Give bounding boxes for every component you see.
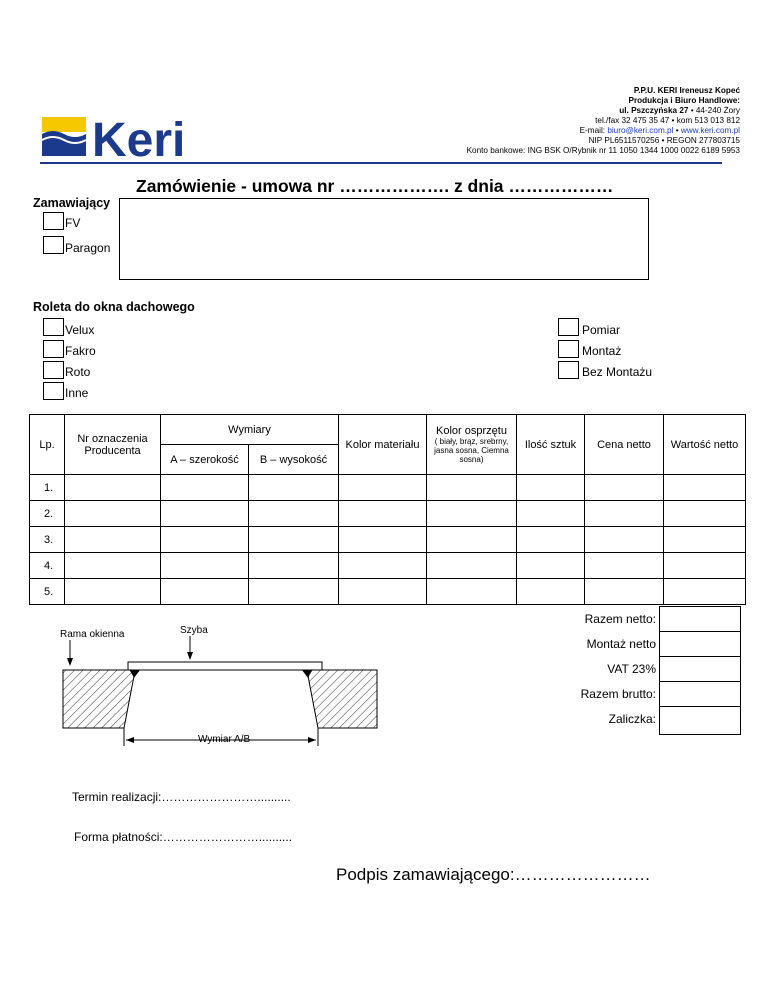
table-cell[interactable]	[585, 553, 664, 579]
row-number: 2.	[30, 501, 65, 527]
company-address	[467, 106, 740, 116]
table-cell[interactable]	[65, 553, 161, 579]
table-cell[interactable]	[427, 475, 517, 501]
table-cell[interactable]	[65, 475, 161, 501]
table-cell[interactable]	[517, 501, 585, 527]
velux-label: Velux	[65, 323, 95, 337]
header-kolor-materialu: Kolor materiału	[339, 415, 427, 475]
table-cell[interactable]	[427, 501, 517, 527]
header-wartosc: Wartość netto	[664, 415, 746, 475]
table-cell[interactable]	[161, 527, 249, 553]
table-cell[interactable]	[249, 527, 339, 553]
header-ilosc: Ilość sztuk	[517, 415, 585, 475]
header-nr: Nr oznaczenia Producenta	[65, 415, 161, 475]
table-cell[interactable]	[161, 501, 249, 527]
window-frame-left	[63, 670, 134, 728]
orderer-details-box[interactable]	[119, 198, 649, 280]
table-cell[interactable]	[517, 527, 585, 553]
page-title: Zamówienie - umowa nr ………………. z dnia ………………	[136, 176, 614, 196]
roller-label: Roleta do okna dachowego	[33, 300, 195, 314]
table-cell[interactable]	[585, 501, 664, 527]
table-cell[interactable]	[249, 579, 339, 605]
keri-logo	[42, 114, 200, 160]
table-cell[interactable]	[664, 553, 746, 579]
table-cell[interactable]	[161, 475, 249, 501]
table-cell[interactable]	[65, 527, 161, 553]
header-kolor-osprzetu-title: Kolor osprzętu	[436, 425, 507, 437]
zaliczka-field[interactable]	[659, 706, 741, 735]
razem-netto-field[interactable]	[659, 606, 741, 632]
company-phone: tel./fax 32 475 35 47 • kom 513 013 812	[595, 116, 740, 125]
header-kolor-osprzetu	[427, 415, 517, 475]
company-name: P.P.U. KERI Ireneusz Kopeć	[633, 86, 740, 95]
vat-label: VAT 23%	[607, 662, 656, 676]
header-a: A – szerokość	[161, 445, 249, 475]
bez-montazu-checkbox[interactable]	[558, 361, 579, 379]
vat-field[interactable]	[659, 656, 741, 682]
inne-label: Inne	[65, 386, 89, 400]
table-cell[interactable]	[585, 475, 664, 501]
table-cell[interactable]	[427, 553, 517, 579]
table-cell[interactable]	[339, 527, 427, 553]
table-cell[interactable]	[65, 579, 161, 605]
order-table	[29, 414, 746, 605]
pomiar-checkbox[interactable]	[558, 318, 579, 336]
table-row	[30, 501, 746, 527]
signature-field[interactable]: Podpis zamawiającego:……………………	[336, 865, 651, 884]
table-cell[interactable]	[339, 475, 427, 501]
table-cell[interactable]	[585, 527, 664, 553]
contact-sep: •	[673, 126, 681, 135]
company-info	[467, 86, 740, 156]
table-cell[interactable]	[339, 553, 427, 579]
company-city: • 44-240 Żory	[688, 106, 740, 115]
forma-platnosci-field[interactable]: Forma płatności:……………………..........	[74, 830, 293, 844]
company-nip: NIP PL6511570256 • REGON 277803715	[588, 136, 740, 145]
company-office: Produkcja i Biuro Handlowe:	[628, 96, 740, 105]
roto-checkbox[interactable]	[43, 361, 64, 379]
table-cell[interactable]	[664, 475, 746, 501]
table-cell[interactable]	[427, 579, 517, 605]
paragon-checkbox[interactable]	[43, 236, 64, 254]
table-cell[interactable]	[339, 501, 427, 527]
header-lp: Lp.	[30, 415, 65, 475]
fakro-checkbox[interactable]	[43, 340, 64, 358]
razem-brutto-field[interactable]	[659, 681, 741, 707]
email-label: E-mail:	[579, 126, 608, 135]
window-cross-section-diagram	[50, 618, 390, 750]
header-wymiary: Wymiary	[161, 415, 339, 445]
bez-montazu-label: Bez Montażu	[582, 365, 653, 379]
table-cell[interactable]	[65, 501, 161, 527]
table-cell[interactable]	[249, 475, 339, 501]
table-row	[30, 579, 746, 605]
email-link[interactable]: biuro@keri.com.pl	[607, 126, 674, 135]
row-number: 1.	[30, 475, 65, 501]
roto-label: Roto	[65, 365, 91, 379]
table-row	[30, 475, 746, 501]
montaz-netto-label: Montaż netto	[586, 637, 656, 651]
table-cell[interactable]	[339, 579, 427, 605]
table-cell[interactable]	[427, 527, 517, 553]
table-cell[interactable]	[161, 579, 249, 605]
razem-netto-label: Razem netto:	[584, 612, 656, 626]
pomiar-label: Pomiar	[582, 323, 621, 337]
velux-checkbox[interactable]	[43, 318, 64, 336]
fakro-label: Fakro	[65, 344, 96, 358]
row-number: 4.	[30, 553, 65, 579]
logo-text: Keri	[92, 114, 186, 160]
termin-realizacji-field[interactable]: Termin realizacji:……………………..........	[72, 790, 291, 804]
razem-brutto-label: Razem brutto:	[580, 687, 656, 701]
table-cell[interactable]	[517, 475, 585, 501]
paragon-label: Paragon	[65, 241, 111, 255]
header-divider	[40, 162, 722, 164]
table-cell[interactable]	[585, 579, 664, 605]
glass-label: Szyba	[180, 625, 208, 636]
frame-label: Rama okienna	[60, 629, 125, 640]
fv-checkbox[interactable]	[43, 212, 64, 230]
table-row	[30, 553, 746, 579]
dimension-label: Wymiar A/B	[198, 734, 251, 745]
montaz-label: Montaż	[582, 344, 622, 358]
row-number: 5.	[30, 579, 65, 605]
table-cell[interactable]	[161, 553, 249, 579]
table-cell[interactable]	[664, 527, 746, 553]
fv-label: FV	[65, 216, 81, 230]
montaz-checkbox[interactable]	[558, 340, 579, 358]
table-cell[interactable]	[517, 579, 585, 605]
header-b: B – wysokość	[249, 445, 339, 475]
table-row	[30, 527, 746, 553]
orderer-label: Zamawiający	[33, 196, 111, 210]
company-contact	[467, 126, 740, 136]
header-kolor-osprzetu-options: ( biały, brąz, srebrny, jasna sosna, Ciemna sosna)	[434, 437, 509, 464]
company-street: ul. Pszczyńska 27	[619, 106, 689, 115]
table-cell[interactable]	[664, 501, 746, 527]
company-bank: Konto bankowe: ING BSK O/Rybnik nr 11 1050 1344 1000 0022 6189 5953	[466, 146, 740, 155]
row-number: 3.	[30, 527, 65, 553]
zaliczka-label: Zaliczka:	[608, 712, 656, 726]
montaz-netto-field[interactable]	[659, 631, 741, 657]
www-link[interactable]: www.keri.com.pl	[680, 126, 740, 135]
header-cena: Cena netto	[585, 415, 664, 475]
inne-checkbox[interactable]	[43, 382, 64, 400]
table-cell[interactable]	[664, 579, 746, 605]
table-cell[interactable]	[517, 553, 585, 579]
glass-pane	[128, 662, 322, 670]
table-cell[interactable]	[249, 501, 339, 527]
window-frame-right	[308, 670, 377, 728]
table-cell[interactable]	[249, 553, 339, 579]
